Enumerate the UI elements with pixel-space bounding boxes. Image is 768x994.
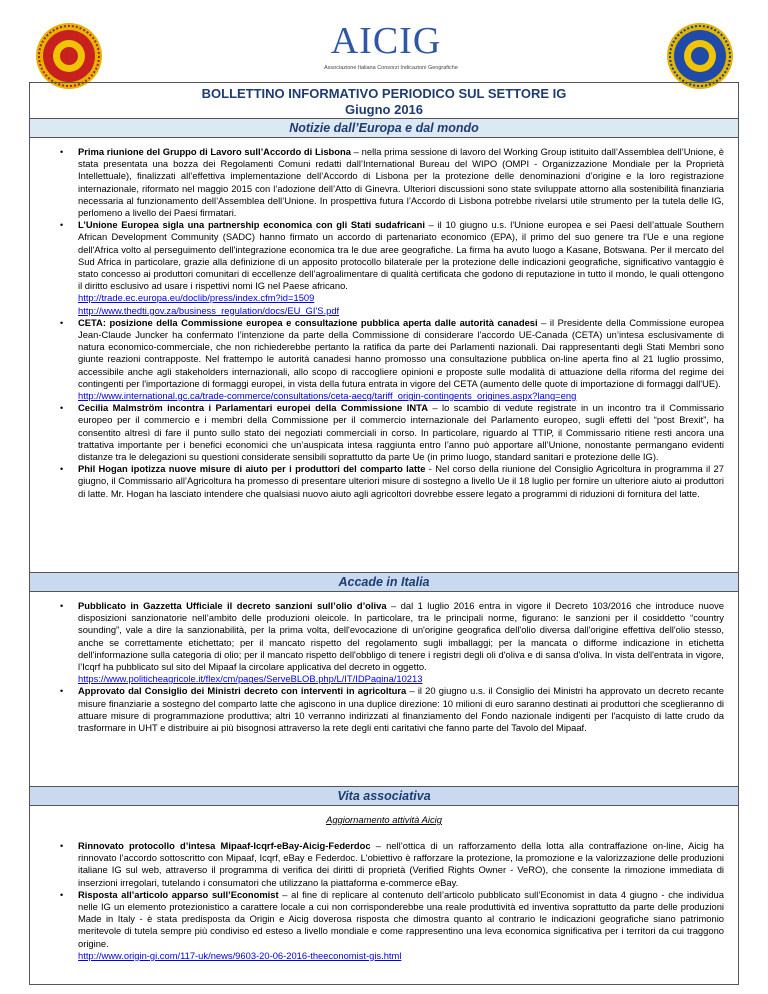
news-item-headline: Risposta all’articolo apparso sull’Economist: [78, 888, 279, 900]
section-subheading: Aggiornamento attività Aicig: [326, 814, 442, 825]
bullet-icon: •: [60, 220, 64, 231]
logo-text: AICIG: [330, 20, 442, 62]
news-item: [30, 402, 738, 463]
news-item-text: – nella prima sessione di lavoro del Working Group istituito dall’Assemblea dell’Unione, è stata presentata una bozza dei Regolamenti Comuni redatti dall’International Bureau del WIPO (OMPI - Organizzazione Mondiale per la Proprietà Intellettuale), finalizzati all’effettiva implementazione dell’Accordo di Lisbona per la protezione delle denominazioni d’origine e la loro registrazione internazionale, riformato nel maggio 2015 con l’adozione dell’Atto di Ginevra. Ulteriori discussioni sono state sviluppate attorno alla sostenibilità finanziaria necessaria al funzionamento dell’Assemblea dell’Unione. In prospettiva futura l’Accordo di Lisbona potrebbe rivelarsi utile strumento per la tutela delle IG, perlomeno a livello dei Paesi firmatari.: [78, 146, 725, 219]
bullet-icon: •: [60, 147, 64, 157]
bullet-icon: •: [60, 464, 64, 475]
news-item-text: – il 10 giugno u.s. l'Unione europea e sei Paesi dell’attuale Southern African Development Community (SADC) hanno firmato un accordo di partenariato economico (EPA), il primo del suo genere tra l'Ue e una regione dell'Africa volto al perseguimento dell'integrazione economica tra le due aree geografiche. La firma ha avuto luogo a Kasane, Botswana. Per il mercato del Sud Africa in particolare, grazie alla definizione di un apposito protocollo bilaterale per la protezione delle indicazioni geografiche, significativo vantaggio è stato concesso ai produttori comunitari di eccellenze dell’agroalimentare di qualità certificata che godono di reputazione in tutto il mondo, le quali ottengono il diritto esclusivo ad usare i rispettivi nomi IG nel Paese africano.: [78, 219, 724, 292]
news-item: [30, 685, 738, 734]
news-item-text: – il Presidente della Commissione europea Jean-Claude Juncker ha confermato l’intenzione da parte della Commissione di considerare l'accordo UE-Canada (CETA) un’intesa esclusivamente di natura economico-commerciale, che non richiederebbe pertanto la ratifica da parte dei Parlamenti nazionali. Dai rappresentanti degli Stati Membri sono giunte reazioni contrapposte. Nel frattempo le autorità canadesi hanno promosso una consultazione pubblica on-line aperta fino al 21 luglio prossimo, accessibile anche agli stakeholders internazionali, allo scopo di raccogliere opinioni e proposte sulle modalità di attuazione della riforma del regime dei contingenti per l'importazione di formaggi europei, in vista della futura entrata in vigore del CETA (aumento delle quote di importazione di formaggi dall'UE).: [78, 316, 724, 389]
section-italia-items: [30, 600, 738, 734]
news-item-headline: Cecilia Malmström incontra i Parlamentari europei della Commissione INTA: [78, 402, 428, 414]
news-item-headline: Rinnovato protocollo d’intesa Mipaaf-Icqrf-eBay-Aicig-Federdoc: [78, 840, 371, 851]
news-item-text: – dal 1 luglio 2016 entra in vigore il Decreto 103/2016 che introduce nuove disposizioni sanzionatorie nell’ambito delle produzioni oleicole. In particolare, tra le principali norme, figurano: le sanzioni per il cosiddetto “country sounding”, vale a dire la sanzionabilità, per la prima volta, dell'evocazione di un'origine geografica dell'olio diversa dall'origine effettiva dell'olio stesso, anche se correttamente etichettato; per il mancato rispetto del regolamento sugli imballaggi; per la mancata o difforme indicazione in etichetta dell'informazione sulla categoria di olio; per il mancato rispetto dell'obbligo di tenere i registri degli oli d'oliva e di sansa d'oliva. In vista dell'entrata in vigore, l’Icqrf ha pubblicato sul sito del Mipaaf la circolare applicativa del decreto in oggetto.: [78, 600, 724, 673]
news-item-text: - Nel corso della riunione del Consiglio Agricoltura in programma il 27 giugno, il Commissario all’Agricoltura ha promesso di presentare ulteriori misure di sostegno a livello Ue il 18 luglio per fornire un ulteriore aiuto ai produttori di latte. Mr. Hogan ha lasciato intendere che qualsiasi nuovo aiuto agli agricoltori dovrebbe essere legato a programmi di riduzioni di fornitura del latte.: [78, 463, 724, 499]
bullet-icon: •: [60, 317, 64, 328]
news-item-headline: Approvato dal Consiglio dei Ministri decreto con interventi in agricoltura: [78, 685, 407, 697]
news-item: [30, 840, 738, 889]
news-item-text: – nell’ottica di un rafforzamento della lotta alla contraffazione on-line, Aicig ha rinnovato l’accordo sottoscritto con Mipaaf, Icqrf, eBay e Federdoc. L'obiettivo è rafforzare la protezione, la promozione e la valorizzazione delle produzioni italiane IG sul web, attraverso il programma di verifica dei diritti di proprietà (Verified Rights Owner - VeRO), che consente la rimozione immediata di inserzioni irregolari, tutelando i consumatori che utilizzano la piattaforma e-commerce eBay.: [78, 840, 724, 888]
logo-subtitle: Associazione Italiana Consorzi Indicazioni Geografiche: [324, 65, 458, 71]
news-item-headline: Prima riunione del Gruppo di Lavoro sull’Accordo di Lisbona: [78, 146, 351, 157]
news-item: [30, 889, 738, 962]
news-item-text: – al fine di replicare al contenuto dell’articolo pubblicato sull’Economist in data 4 giugno - che individua nelle IG un elemento protezionistico a carattere locale a cui non corrisponderebbe una reale produttività ed inventiva soprattutto da parte delle produzioni Made in Italy - è stata predisposta da Origin e Aicig doverosa risposta che dimostra quanto al contrario le indicazioni geografiche siano patrimonio meritevole di tutela sempre più condiviso ed esteso a livello mondiale e come rappresentino una leva economica significativa per i territori da cui traggono origine.: [78, 888, 724, 949]
igp-seal-icon: [666, 22, 734, 90]
news-item-text: – il 20 giugno u.s. il Consiglio dei Ministri ha approvato un decreto recante misure finanziarie a sostegno del comparto latte che agiscono in una duplice direzione: 10 milioni di euro saranno destinati ai produttori che sceglieranno di attuare misure di programmazione produttiva; altri 10 verranno indirizzati al finanziamento del Fondo nazionale indigenti per l'acquisto di latte crudo da trasformare in UHT e distribuire ai più bisognosi attraverso la rete degli enti caritativi che fanno parte del Tavolo del Mipaaf.: [78, 685, 724, 734]
news-item: [30, 463, 738, 500]
bullet-icon: •: [60, 686, 64, 697]
news-item-link[interactable]: https://www.politicheagricole.it/flex/cm/pages/ServeBLOB.php/L/IT/IDPagina/10213: [78, 673, 423, 685]
bullet-icon: •: [60, 601, 64, 611]
aicig-logo: [324, 20, 458, 82]
section-header-italia: Accade in Italia: [30, 572, 738, 592]
news-item-headline: Pubblicato in Gazzetta Ufficiale il decreto sanzioni sull’olio d’oliva: [78, 600, 387, 611]
news-item: [30, 146, 738, 219]
bullet-icon: •: [60, 841, 64, 851]
news-item-link[interactable]: http://trade.ec.europa.eu/doclib/press/index.cfm?id=1509: [78, 292, 315, 304]
bullet-icon: •: [60, 889, 64, 900]
section-vita-items: [30, 840, 738, 962]
news-item-headline: CETA: posizione della Commissione europea e consultazione pubblica aperta dalle autorità canadesi: [78, 316, 538, 328]
news-item-headline: Phil Hogan ipotizza nuove misure di aiuto per i produttori del comparto latte: [78, 463, 426, 475]
news-item-text: – lo scambio di vedute registrate in un incontro tra il Commissario europeo per il commercio e i membri della Commissione per il commercio internazionale del Parlamento europeo, sugli effetti del “post Brexit”, ha consentito altresì di fare il punto sullo stato dei negoziati commerciali in corso. In particolare, riguardo al TTIP, il Commissario ritiene resti ancora una trattativa importante per i benefici economici che un’auspicata intesa raggiunta entro l’anno può apportare all’Unione, nonostante permangano evidenti distanze tra le delegazioni su questioni considerate sensibili soprattutto da parte Ue (in primo luogo, standard sanitari e protezione delle IG).: [78, 402, 724, 463]
news-item-link[interactable]: http://www.thedti.gov.za/business_regulation/docs/EU_GI'S.pdf: [78, 304, 340, 316]
news-item: [30, 600, 738, 685]
dop-seal-icon: [35, 22, 103, 90]
news-item-headline: L’Unione Europea sigla una partnership economica con gli Stati sudafricani: [78, 219, 425, 231]
news-item: [30, 219, 738, 317]
bullet-icon: •: [60, 403, 64, 414]
news-item-link[interactable]: http://www.international.gc.ca/trade-commerce/consultations/ceta-aecg/tariff_origin-contingents_origines.aspx?lang=eng: [78, 390, 577, 402]
section-header-europe: Notizie dall’Europa e dal mondo: [30, 118, 738, 138]
news-item-link[interactable]: http://www.origin-gi.com/117-uk/news/9603-20-06-2016-theeconomist-gis.html: [78, 949, 402, 961]
page-date: Giugno 2016: [344, 102, 424, 117]
news-item: [30, 317, 738, 402]
section-europe-items: [30, 146, 738, 500]
page-title: BOLLETTINO INFORMATIVO PERIODICO SUL SETTORE IG: [201, 86, 567, 101]
section-header-vita: Vita associativa: [30, 786, 738, 806]
